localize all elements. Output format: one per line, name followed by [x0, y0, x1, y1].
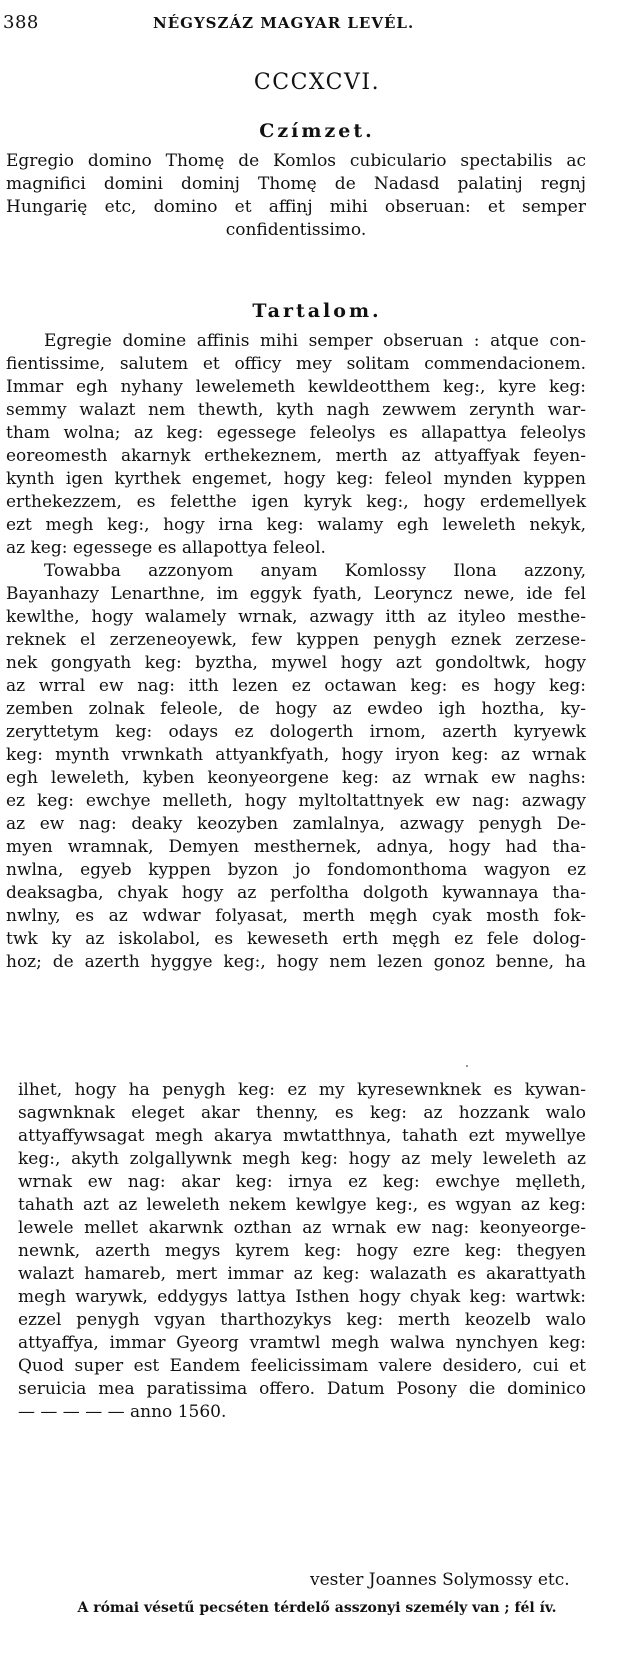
body-line: nwlny, es az wdwar folyasat, merth męgh cyak mosth fok-	[6, 906, 586, 926]
body-line: reknek el zerzeneoyewk, few kyppen penygh eznek zerzese-	[6, 630, 586, 650]
body-line: ezt megh keg:, hogy irna keg: walamy egh leweleth nekyk,	[6, 515, 586, 535]
body-line: twk ky az iskolabol, es keweseth erth męgh ez fele dolog-	[6, 929, 586, 949]
page-number: 388	[3, 12, 39, 33]
body-line: walazt hamareb, mert immar az keg: walazath es akarattyath	[18, 1264, 586, 1284]
page-header	[3, 12, 563, 34]
body-line: lewele mellet akarwnk ozthan az wrnak ew nag: keonyeorge-	[18, 1218, 586, 1238]
body-line: az keg: egessege es allapottya feleol.	[6, 538, 326, 558]
address-line: magnifici domini dominj Thomę de Nadasd palatinj regnj	[6, 174, 586, 194]
body-line: nek gongyath keg: byztha, mywel hogy azt gondoltwk, hogy	[6, 653, 586, 673]
address-text	[6, 150, 586, 242]
body-line: semmy walazt nem thewth, kyth nagh zewwem zerynth war-	[6, 400, 586, 420]
body-line: megh warywk, eddygys lattya Isthen hogy chyak keg: wartwk:	[18, 1287, 586, 1307]
body-line: Egregie domine affinis mihi semper obseruan : atque con-	[44, 331, 586, 351]
body-line: keg:, akyth zolgallywnk megh keg: hogy az mely leweleth az	[18, 1149, 586, 1169]
body-line: eoreomesth akarnyk erthekeznem, merth az attyaffyak feyen-	[6, 446, 586, 466]
body-line: hoz; de azerth hyggye keg:, hogy nem lezen gonoz benne, ha	[6, 952, 586, 972]
body-line: wrnak ew nag: akar keg: irnya ez keg: ewchye męlleth,	[18, 1172, 586, 1192]
body-line: ilhet, hogy ha penygh keg: ez my kyresewnknek es kywan-	[18, 1080, 586, 1100]
body-line: seruicia mea paratissima offero. Datum Posony die dominico	[18, 1379, 586, 1399]
body-line: egh leweleth, kyben keonyeorgene keg: az wrnak ew naghs:	[6, 768, 586, 788]
body-line: sagwnknak eleget akar thenny, es keg: az hozzank walo	[18, 1103, 586, 1123]
body-line: az ew nag: deaky keozyben zamlalnya, azwagy penygh De-	[6, 814, 586, 834]
body-line: ezzel penygh vgyan tharthozykys keg: merth keozelb walo	[18, 1310, 586, 1330]
body-line: myen wramnak, Demyen mesthernek, adnya, hogy had tha-	[6, 837, 586, 857]
address-line: confidentissimo.	[225, 220, 367, 240]
letter-body-part2	[18, 1079, 586, 1424]
running-head: NÉGYSZÁZ MAGYAR LEVÉL.	[153, 14, 415, 32]
body-line: zemben zolnak feleole, de hogy az ewdeo igh hoztha, ky-	[6, 699, 586, 719]
body-line: newnk, azerth megys kyrem keg: hogy ezre keg: thegyen	[18, 1241, 586, 1261]
date-line: — — — — — anno 1560.	[18, 1402, 227, 1422]
body-line: az wrral ew nag: itth lezen ez octawan keg: es hogy keg:	[6, 676, 586, 696]
contents-heading: Tartalom.	[252, 300, 382, 322]
body-line: erthekezzem, es feletthe igen kyryk keg:, hogy erdemellyek	[6, 492, 586, 512]
address-line: Hungarię etc, domino et affinj mihi obseruan: et semper	[6, 197, 586, 217]
signature: vester Joannes Solymossy etc.	[310, 1570, 570, 1590]
address-heading: Czímzet.	[259, 120, 375, 142]
body-line: Quod super est Eandem feelicissimam valere desidero, cui et	[18, 1356, 586, 1376]
body-line: kewlthe, hogy walamely wrnak, azwagy itth az ityleo mesthe-	[6, 607, 586, 627]
letter-body-part1	[6, 330, 586, 974]
body-line: keg: mynth vrwnkath attyankfyath, hogy iryon keg: az wrnak	[6, 745, 586, 765]
body-line: Bayanhazy Lenarthne, im eggyk fyath, Leoryncz newe, ide fel	[6, 584, 586, 604]
body-line: nwlna, egyeb kyppen byzon jo fondomonthoma wagyon ez	[6, 860, 586, 880]
body-line: attyaffya, immar Gyeorg vramtwl megh walwa nynchyen keg:	[18, 1333, 586, 1353]
body-line: tham wolna; az keg: egessege feleolys es allapattya feleolys	[6, 423, 586, 443]
body-line: Immar egh nyhany lewelemeth kewldeotthem keg:, kyre keg:	[6, 377, 586, 397]
body-line: deaksagba, chyak hogy az perfoltha dolgoth kywannaya tha-	[6, 883, 586, 903]
body-line: kynth igen kyrthek engemet, hogy keg: feleol mynden kyppen	[6, 469, 586, 489]
print-speck	[466, 1065, 468, 1067]
address-line: Egregio domino Thomę de Komlos cubiculario spectabilis ac	[6, 151, 586, 171]
body-line: fientissime, salutem et officy mey solitam commendacionem.	[6, 354, 586, 374]
body-line: zeryttetym keg: odays ez dologerth irnom, azerth kyryewk	[6, 722, 586, 742]
body-line: Towabba azzonyom anyam Komlossy Ilona azzony,	[44, 561, 586, 581]
body-line: attyaffywsagat megh akarya mwtatthnya, tahath ezt mywellye	[18, 1126, 586, 1146]
seal-note: A római vésetű pecséten térdelő asszonyi személy van ; fél ív.	[77, 1600, 557, 1616]
body-line: ez keg: ewchye melleth, hogy myltoltattnyek ew nag: azwagy	[6, 791, 586, 811]
body-line: tahath azt az leweleth nekem kewlgye keg:, es wgyan az keg:	[18, 1195, 586, 1215]
letter-number: CCCXCVI.	[253, 70, 381, 95]
